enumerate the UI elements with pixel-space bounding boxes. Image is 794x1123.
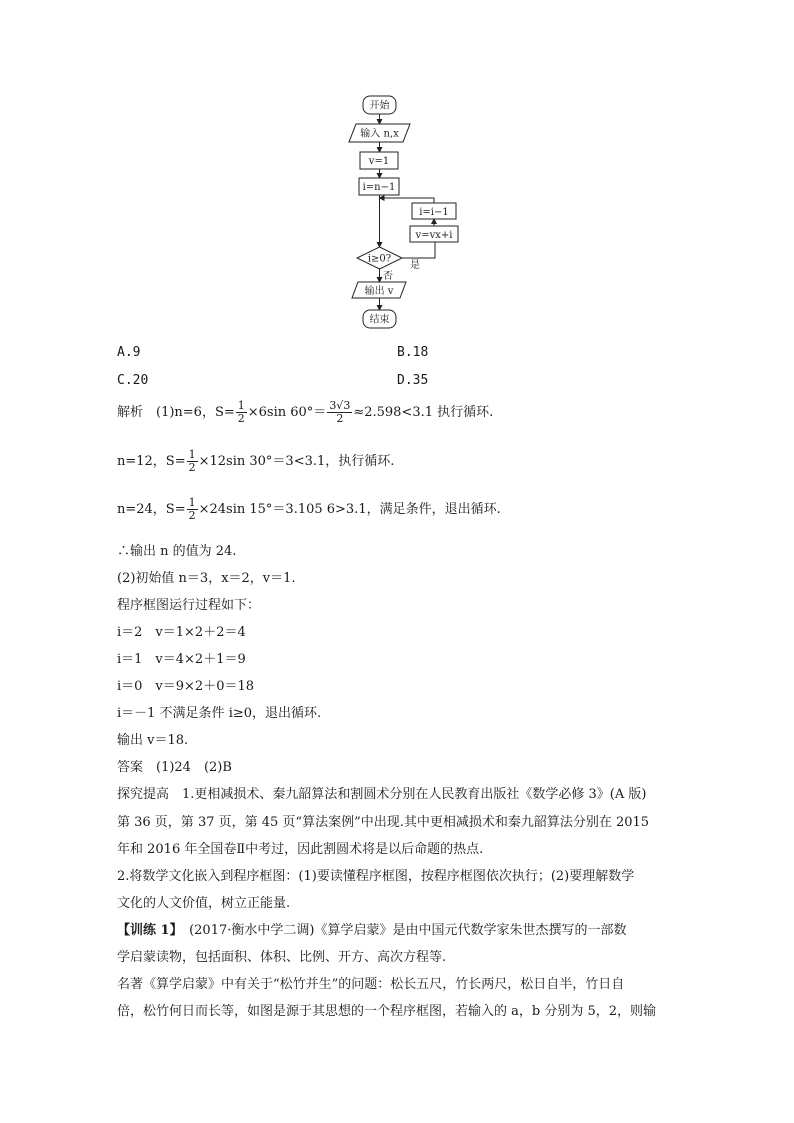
fraction-num: 1 [237,399,245,412]
fraction-num: 1 [188,496,196,509]
training-line-1 [117,923,626,939]
insight-line-4: 2.将数学文化嵌入到程序框图：(1)要读懂程序框图，按程序框图依次执行；(2)要理解数学 [117,869,635,884]
input-label: 输入 n,x [360,128,399,140]
analysis-line-10: i＝－1 不满足条件 i≥0，退出循环. [117,706,322,721]
end-label: 结束 [369,314,390,326]
analysis-text: n=12，S= [117,454,186,470]
analysis-text: ≈2.598<3.1 执行循环. [353,405,494,421]
insight-line-3: 年和 2016 年全国卷Ⅱ中考过，因此割圆术将是以后命题的热点. [117,842,484,857]
fraction [187,497,198,522]
yes-label: 是 [410,260,420,271]
condition-label: i≥0? [367,253,392,265]
training-label: 【训练 1】 [117,923,177,938]
training-line-2: 学启蒙读物，包括面积、体积、比例、开方、高次方程等. [117,950,447,965]
analysis-text: ×6sin 60°＝ [247,405,327,421]
insight-line-1: 探究提高 1.更相减损术、秦九韶算法和割圆术分别在人民教育出版社《数学必修 3》(A 版) [117,787,647,802]
fraction-num: 3√3 [329,399,351,412]
fraction [327,400,352,425]
init-v-label: v=1 [368,156,390,167]
analysis-line-9: i＝0 v＝9×2＋0＝18 [117,679,255,694]
fraction-den: 2 [237,412,245,426]
analysis-text: n=24，S= [117,502,186,518]
fraction-den: 2 [188,461,196,475]
analysis-line-8: i＝1 v＝4×2＋1＝9 [117,652,246,667]
fraction-num: 1 [188,448,196,461]
init-i-label: i=n−1 [362,182,396,193]
analysis-text: ×12sin 30°＝3<3.1，执行循环. [198,454,395,470]
fraction-den: 2 [188,509,196,523]
option-a: A.9 [117,345,141,360]
analysis-line-6: 程序框图运行过程如下： [117,598,261,613]
analysis-line-3 [117,497,501,522]
training-line-3: 名著《算学启蒙》中有关于“松竹并生”的问题：松长五尺，竹长两尺，松日自半，竹日自 [117,977,625,992]
insight-line-2: 第 36 页，第 37 页，第 45 页“算法案例”中出现.其中更相减损术和秦九韶算法分别在 2015 [117,815,650,830]
option-c: C.20 [117,373,149,388]
training-text: (2017·衡水中学二调)《算学启蒙》是由中国元代数学家朱世杰撰写的一部数 [176,923,627,938]
analysis-line-7: i＝2 v＝1×2＋2＝4 [117,625,246,640]
update-v-label: v=vx+i [415,230,453,241]
insight-line-5: 文化的人文价值，树立正能量. [117,896,291,911]
analysis-text: n=6，S= [174,405,235,421]
training-line-4: 倍，松竹何日而长等，如图是源于其思想的一个程序框图，若输入的 a，b 分别为 5，2，则输 [117,1004,657,1019]
no-label: 否 [383,271,393,282]
option-d: D.35 [397,373,429,388]
analysis-label: 解析 (1) [117,405,175,421]
analysis-line-4: ∴输出 n 的值为 24. [117,544,237,559]
analysis-line-2 [117,449,394,474]
analysis-line-11: 输出 v＝18. [117,733,189,748]
update-i-label: i=i−1 [419,207,449,218]
fraction [187,449,198,474]
fraction-den: 2 [336,412,344,426]
fraction [236,400,247,425]
analysis-text: ×24sin 15°＝3.105 6>3.1，满足条件，退出循环. [198,502,501,518]
option-b: B.18 [397,345,429,360]
output-label: 输出 v [364,286,394,297]
start-label: 开始 [369,100,390,112]
analysis-line-5: (2)初始值 n＝3，x＝2，v＝1. [117,571,296,586]
answer-line: 答案 (1)24 (2)B [117,760,232,775]
flowchart [330,92,470,337]
analysis-line-1 [117,400,493,425]
